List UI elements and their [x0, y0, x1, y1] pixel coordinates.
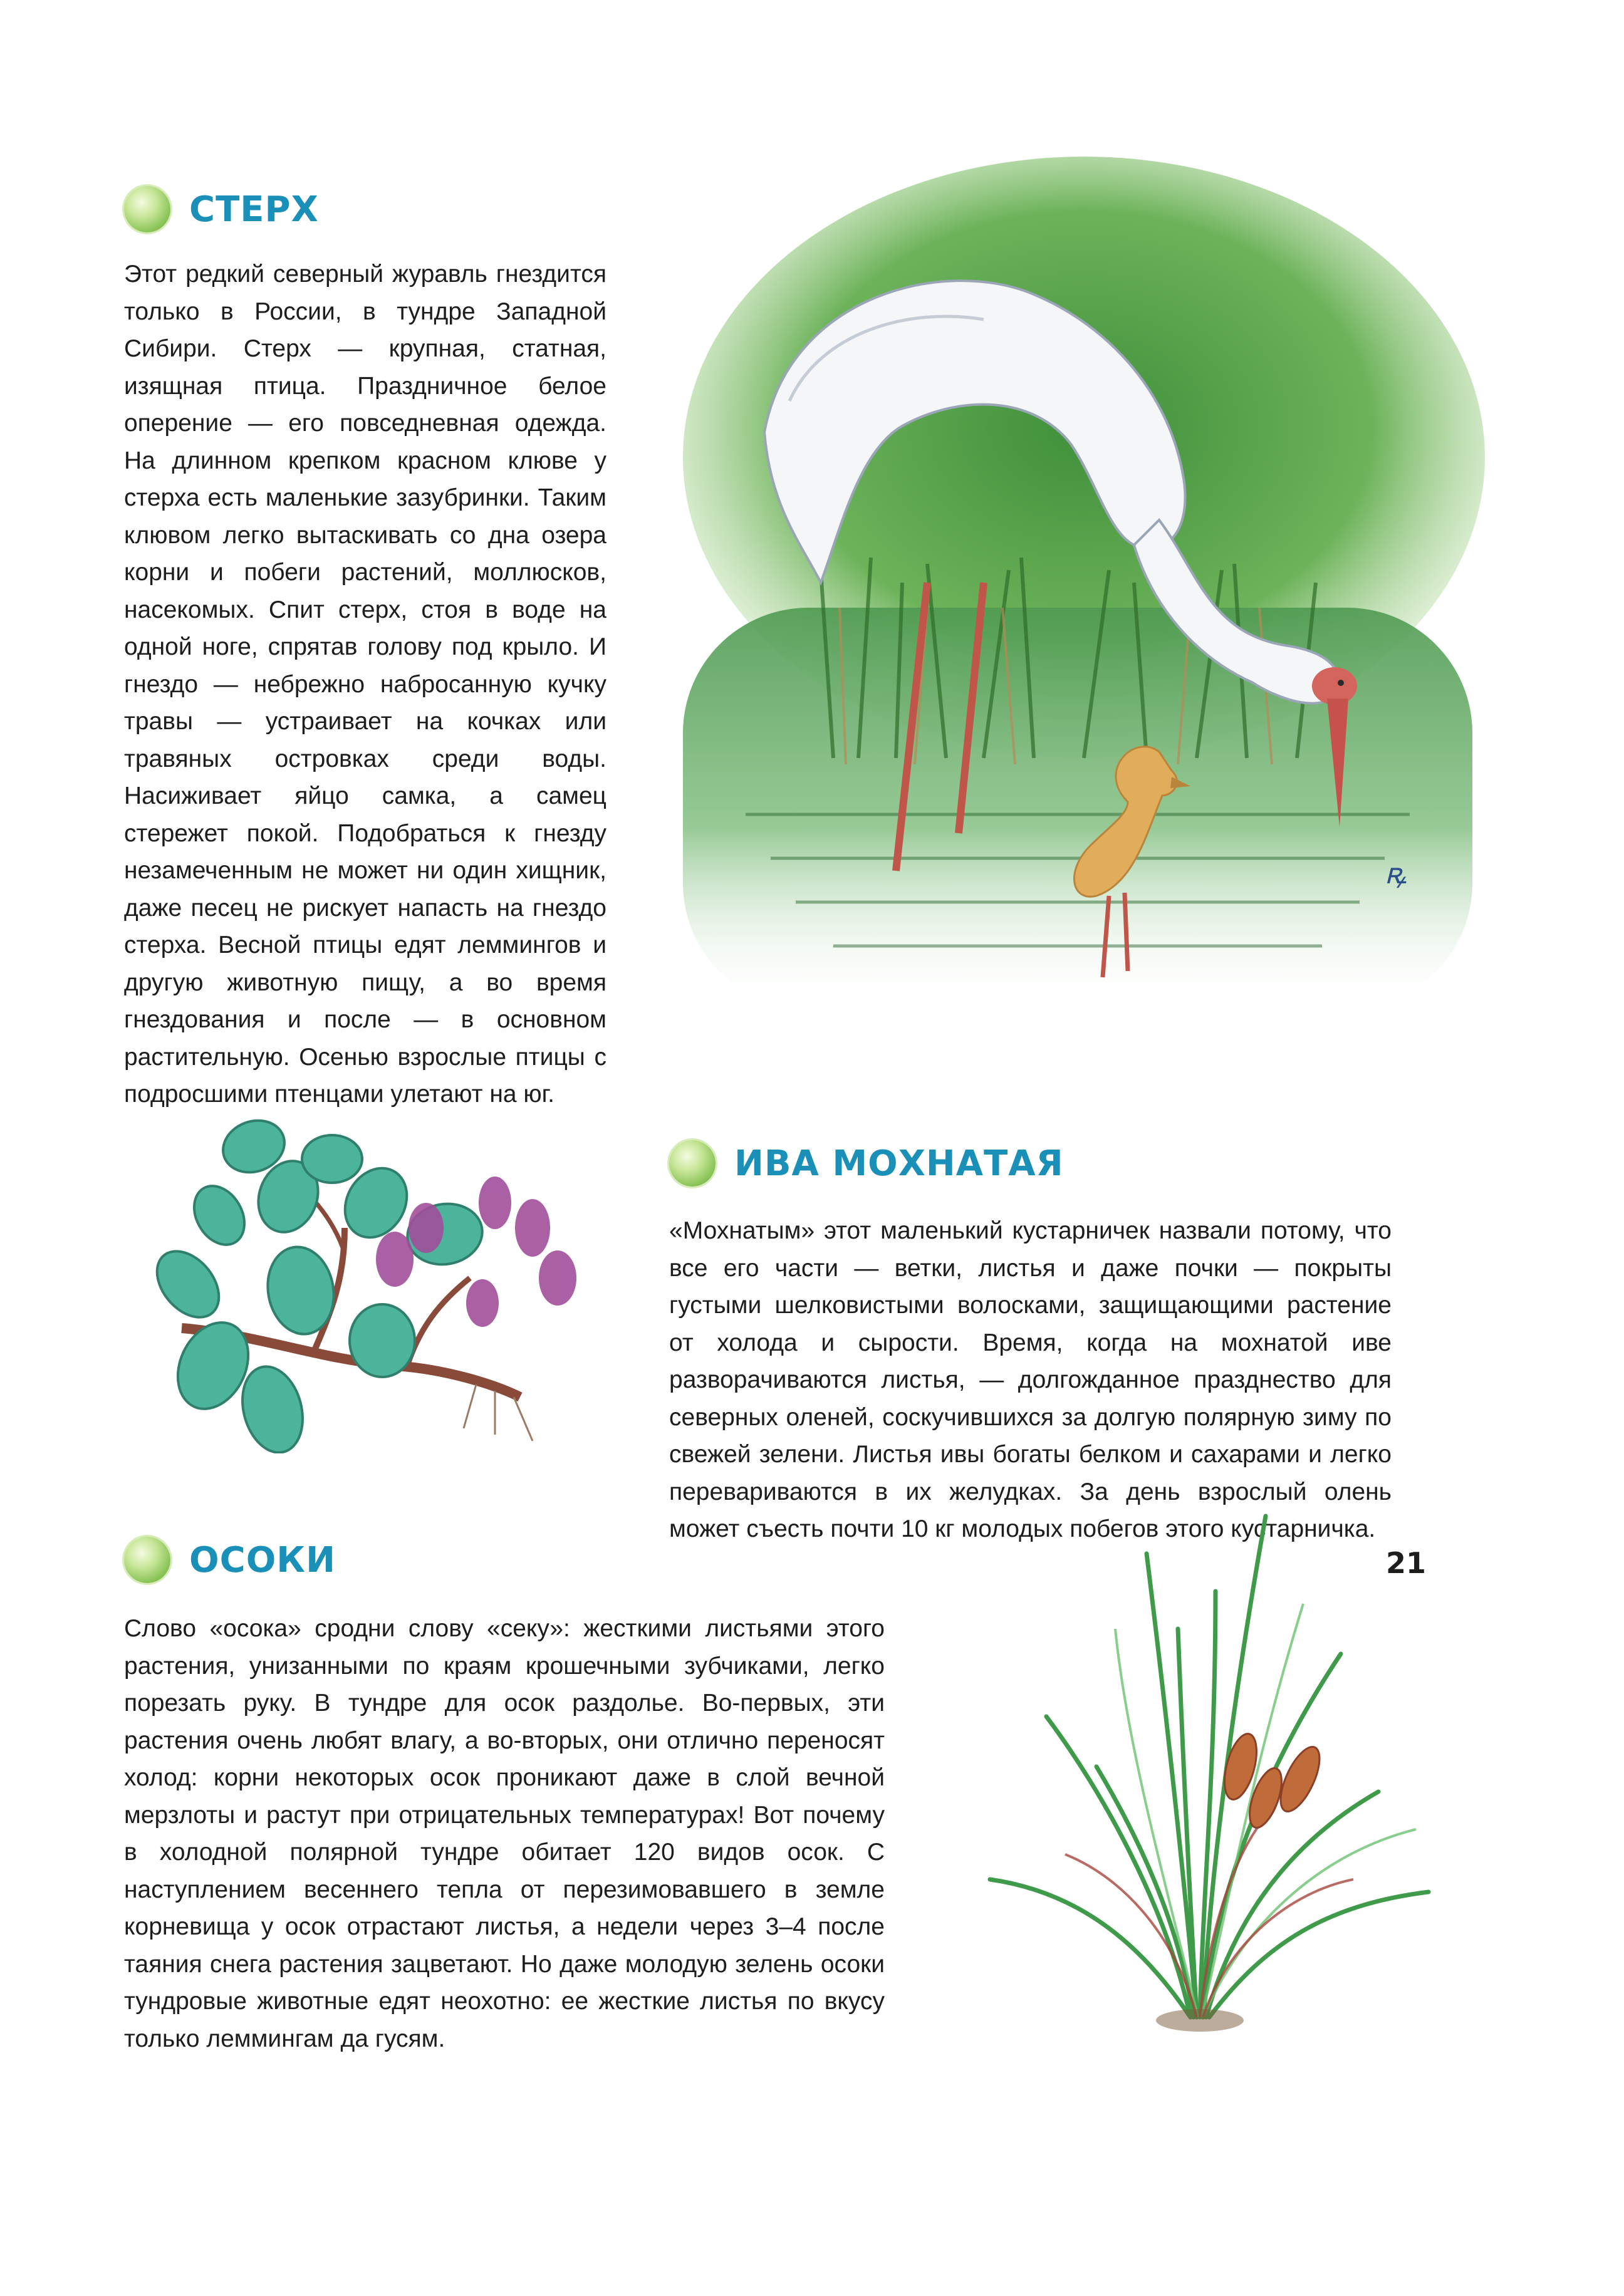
- section-heading-osoki: [124, 1537, 336, 1583]
- section-title: ИВА МОХНАТАЯ: [734, 1143, 1064, 1184]
- section-title: ОСОКИ: [189, 1539, 336, 1581]
- sedge-illustration: [940, 1504, 1479, 2042]
- section-text-osoki: Слово «осока» сродни слову «секу»: жесткими листьями этого растения, унизанными по краям крошечными зубчиками, легко порезать руку. В тундре для осок раздолье. Во-первых, эти растения очень любят влагу, а во-вторых, они отлично переносят холод: корни некоторых осок проникают даже в слой вечной мерзлоты и растут при отрицательных температурах! Вот почему в холодной полярной тундре обитает 120 видов осок. С наступлением весеннего тепла от перезимовавшего в земле корневища у осок отрастают листья, а недели через 3–4 после таяния снега растения зацветают. Но даже молодую зелень осоки тундровые животные едят неохотно: ее жесткие листья по вкусу только леммингам да гусям.: [124, 1615, 885, 2052]
- section-title: СТЕРХ: [189, 189, 319, 230]
- green-bullet-icon: [124, 1537, 170, 1583]
- section-text-iva: «Мохнатым» этот маленький кустарничек назвали потому, что все его части — ветки, листья и даже почки — покрыты густыми шелковистыми волосками, защищающими растение от холода и сырости. Время, когда на мохнатой иве разворачиваются листья, — долгожданное празднество для северных оленей, соскучившихся за долгую полярную зиму по свежей зелени. Листья ивы богаты белком и сахарами и легко перевариваются в их желудках. За день взрослый олень может съесть почти 10 кг молодых побегов этого кустарничка.: [669, 1217, 1392, 1542]
- section-heading-iva: [669, 1140, 1064, 1187]
- svg-text:ꝶ: ꝶ: [1385, 856, 1407, 890]
- green-bullet-icon: [124, 186, 170, 232]
- willow-illustration: [144, 1103, 608, 1453]
- crane-illustration: [633, 132, 1522, 1109]
- page-number: 21: [1386, 1546, 1427, 1580]
- section-text-sterkh: Этот редкий северный журавль гнездится только в России, в тундре Западной Сибири. Стерх — крупная, статная, изящная птица. Праздничное белое оперение — его повседневная одежда. На длинном крепком красном клюве у стерха есть маленькие зазубринки. Таким клювом легко вытаскивать со дна озера корни и побеги растений, моллюсков, насекомых. Спит стерх, стоя в воде на одной ноге, спрятав голову под крыло. И гнездо — небрежно наброcанную кучку травы — устраивает на кочках или травяных островках среди воды. Насиживает яйцо самка, а самец стережет покой. Подобраться к гнезду незамеченным не может ни один хищник, даже песец не рискует напасть на гнездо стерха. Весной птицы едят леммингов и другую животную пищу, а во время гнездования и после — в основном растительную. Осенью взрослые птицы с подросшими птенцами улетают на юг.: [124, 261, 606, 1108]
- green-bullet-icon: [669, 1140, 716, 1187]
- section-heading-sterkh: [124, 186, 319, 232]
